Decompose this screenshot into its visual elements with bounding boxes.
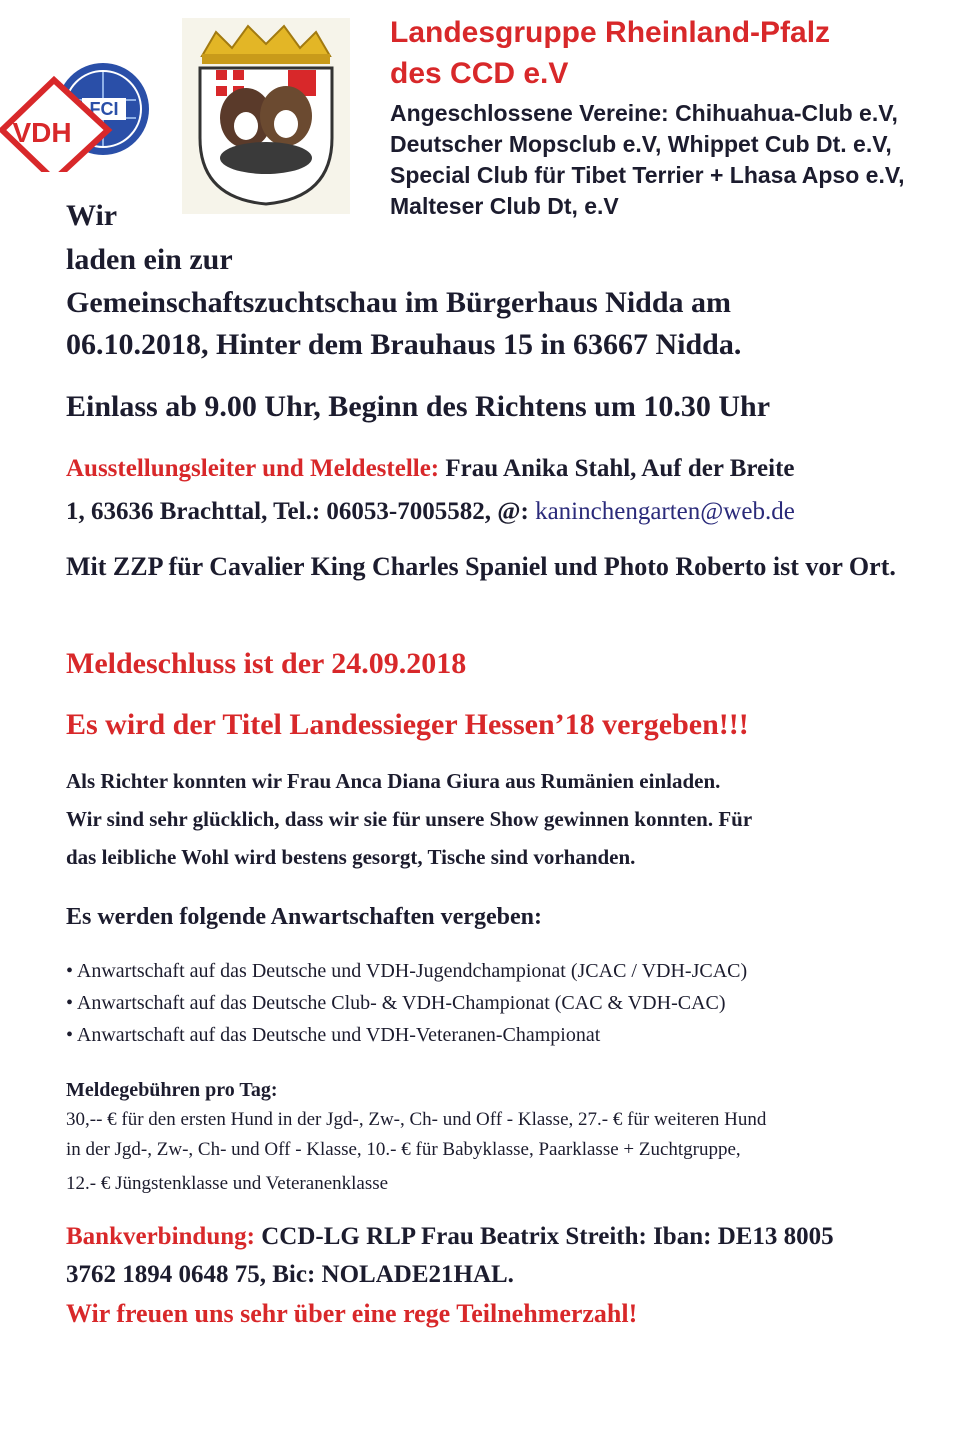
bank-text-line2: 3762 1894 0648 75, Bic: NOLADE21HAL.	[66, 1261, 514, 1288]
contact-text-line1: Frau Anika Stahl, Auf der Breite	[439, 455, 795, 482]
invite-line4: 06.10.2018, Hinter dem Brauhaus 15 in 63667 Nidda.	[66, 328, 742, 361]
title-award: Es wird der Titel Landessieger Hessen’18 vergeben!!!	[66, 708, 749, 741]
invite-wir: Wir	[66, 199, 118, 232]
org-title-line1: Landesgruppe Rheinland-Pfalz	[390, 16, 831, 49]
vdh-fci-logo	[0, 62, 160, 172]
org-title-line2: des CCD e.V	[390, 57, 569, 90]
anwartschaft-item: • Anwartschaft auf das Deutsche und VDH-Veteranen-Championat	[66, 1019, 946, 1051]
contact-label: Ausstellungsleiter und Meldestelle:	[66, 455, 440, 482]
judge-line3: das leibliche Wohl wird bestens gesorgt, Tische sind vorhanden.	[66, 845, 636, 869]
judge-line1: Als Richter konnten wir Frau Anca Diana Giura aus Rumänien einladen.	[66, 769, 721, 793]
bank-block	[66, 1218, 946, 1294]
einlass: Einlass ab 9.00 Uhr, Beginn des Richtens um 10.30 Uhr	[66, 390, 771, 423]
fees-line2: in der Jgd-, Zw-, Ch- und Off - Klasse, 10.- € für Babyklasse, Paarklasse + Zuchtgruppe,	[66, 1139, 741, 1160]
zzp-note: Mit ZZP für Cavalier King Charles Spaniel und Photo Roberto ist vor Ort.	[66, 552, 896, 581]
judge-line2: Wir sind sehr glücklich, dass wir sie für unsere Show gewinnen konnten. Für	[66, 807, 753, 831]
anwartschaft-item: • Anwartschaft auf das Deutsche und VDH-Jugendchampionat (JCAC / VDH-JCAC)	[66, 955, 946, 987]
invite-line3: Gemeinschaftszuchtschau im Bürgerhaus Nidda am	[66, 286, 732, 319]
fci-text: FCI	[89, 99, 119, 119]
anwartschaft-item: • Anwartschaft auf das Deutsche Club- & VDH-Championat (CAC & VDH-CAC)	[66, 987, 946, 1019]
judge-block	[66, 762, 946, 876]
fees-line1: 30,-- € für den ersten Hund in der Jgd-, Zw-, Ch- und Off - Klasse, 27.- € für weiteren Hund	[66, 1109, 767, 1130]
bank-text-line1: CCD-LG RLP Frau Beatrix Streith: Iban: DE13 8005	[254, 1223, 834, 1250]
fees-block	[66, 1105, 946, 1199]
closing-text: Wir freuen uns sehr über eine rege Teilnehmerzahl!	[66, 1299, 638, 1328]
fees-heading: Meldegebühren pro Tag:	[66, 1079, 278, 1101]
fees-line3: 12.- € Jüngstenklasse und Veteranenklasse	[66, 1173, 389, 1194]
affiliated-clubs: Angeschlossene Vereine: Chihuahua-Club e.V, Deutscher Mopsclub e.V, Whippet Cub Dt. e.V, Special Club für Tibet Terrier + Lhasa Apso e.V, Malteser Club Dt, e.V	[390, 100, 905, 219]
invite-line2: laden ein zur	[66, 243, 233, 276]
anwartschaften-heading: Es werden folgende Anwartschaften vergeben:	[66, 904, 542, 930]
contact-block	[66, 447, 916, 533]
contact-text-line2: 1, 63636 Brachttal, Tel.: 06053-7005582, @:	[66, 498, 536, 525]
header-block	[390, 12, 950, 222]
ccd-landesgruppe-seal	[182, 18, 350, 214]
deadline: Meldeschluss ist der 24.09.2018	[66, 647, 467, 680]
bank-label: Bankverbindung:	[66, 1223, 255, 1250]
vdh-text: VDH	[12, 117, 72, 148]
anwartschaften-list	[66, 955, 946, 1051]
contact-email-link[interactable]: kaninchengarten@web.de	[535, 498, 795, 525]
